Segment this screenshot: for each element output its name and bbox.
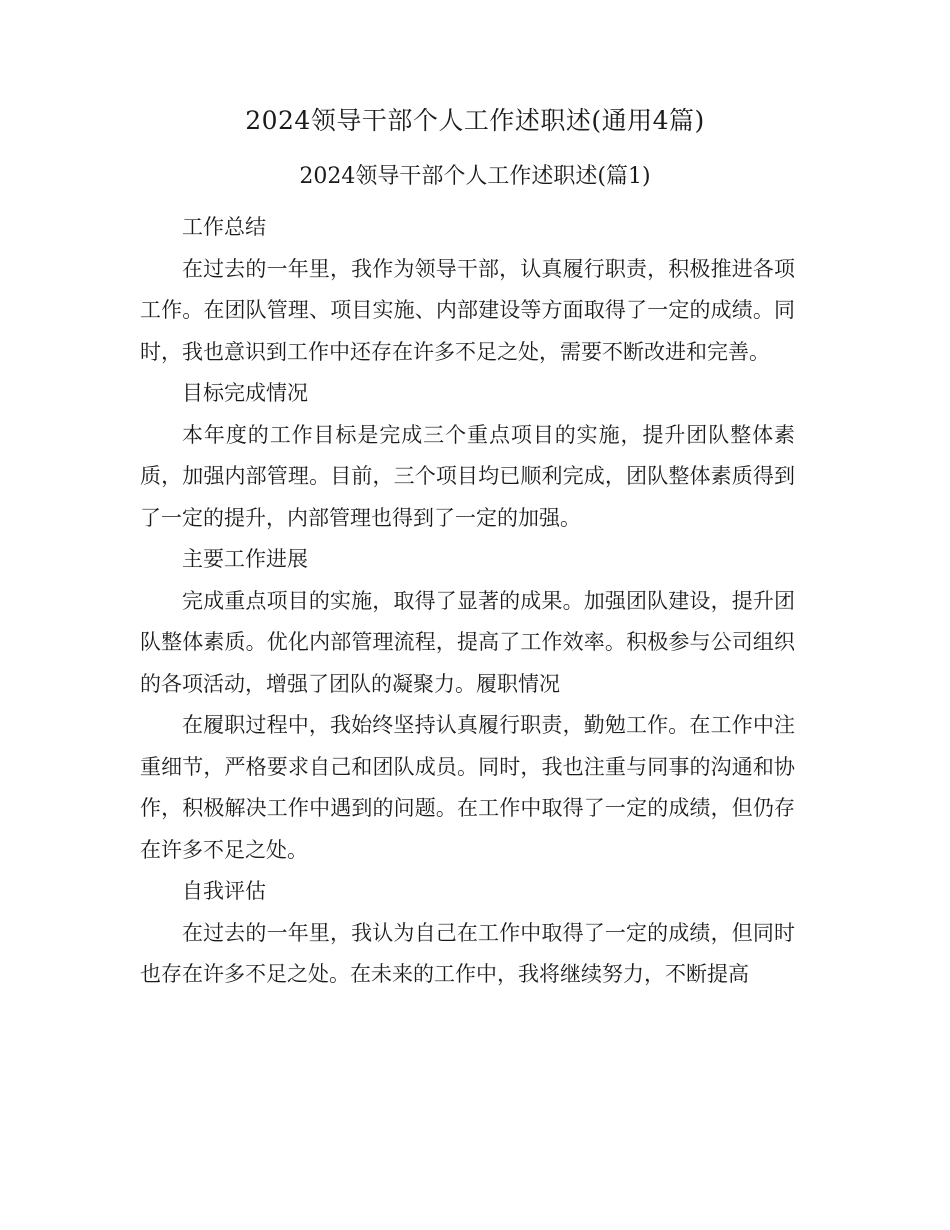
document-subtitle: 2024领导干部个人工作述职述(篇1) [299,164,651,189]
paragraph-work-summary: 在过去的一年里，我作为领导干部，认真履行职责，积极推进各项工作。在团队管理、项目实施、内部建设等方面取得了一定的成绩。同时，我也意识到工作中还存在许多不足之处，需要不断改进和完善。 [140,256,795,364]
document-title: 2024领导干部个人工作述职述(通用4篇) [245,106,705,135]
paragraph-duty-performance: 在履职过程中，我始终坚持认真履行职责，勤勉工作。在工作中注重细节，严格要求自己和团队成员。同时，我也注重与同事的沟通和协作，积极解决工作中遇到的问题。在工作中取得了一定的成绩，但仍存在许多不足之处。 [140,713,795,862]
paragraph-main-progress: 完成重点项目的实施，取得了显著的成果。加强团队建设，提升团队整体素质。优化内部管理流程，提高了工作效率。积极参与公司组织的各项活动，增强了团队的凝聚力。履职情况 [140,588,795,696]
section-heading-main-progress: 主要工作进展 [182,547,308,571]
section-heading-work-summary: 工作总结 [182,215,266,239]
paragraph-goal-completion: 本年度的工作目标是完成三个重点项目的实施，提升团队整体素质，加强内部管理。目前，三个项目均已顺利完成，团队整体素质得到了一定的提升，内部管理也得到了一定的加强。 [140,422,795,530]
section-heading-goal-completion: 目标完成情况 [182,381,308,405]
document-body [140,207,795,996]
paragraph-self-assessment: 在过去的一年里，我认为自己在工作中取得了一定的成绩，但同时也存在许多不足之处。在未来的工作中，我将继续努力，不断提高 [140,920,795,986]
section-heading-self-assessment: 自我评估 [182,879,266,903]
